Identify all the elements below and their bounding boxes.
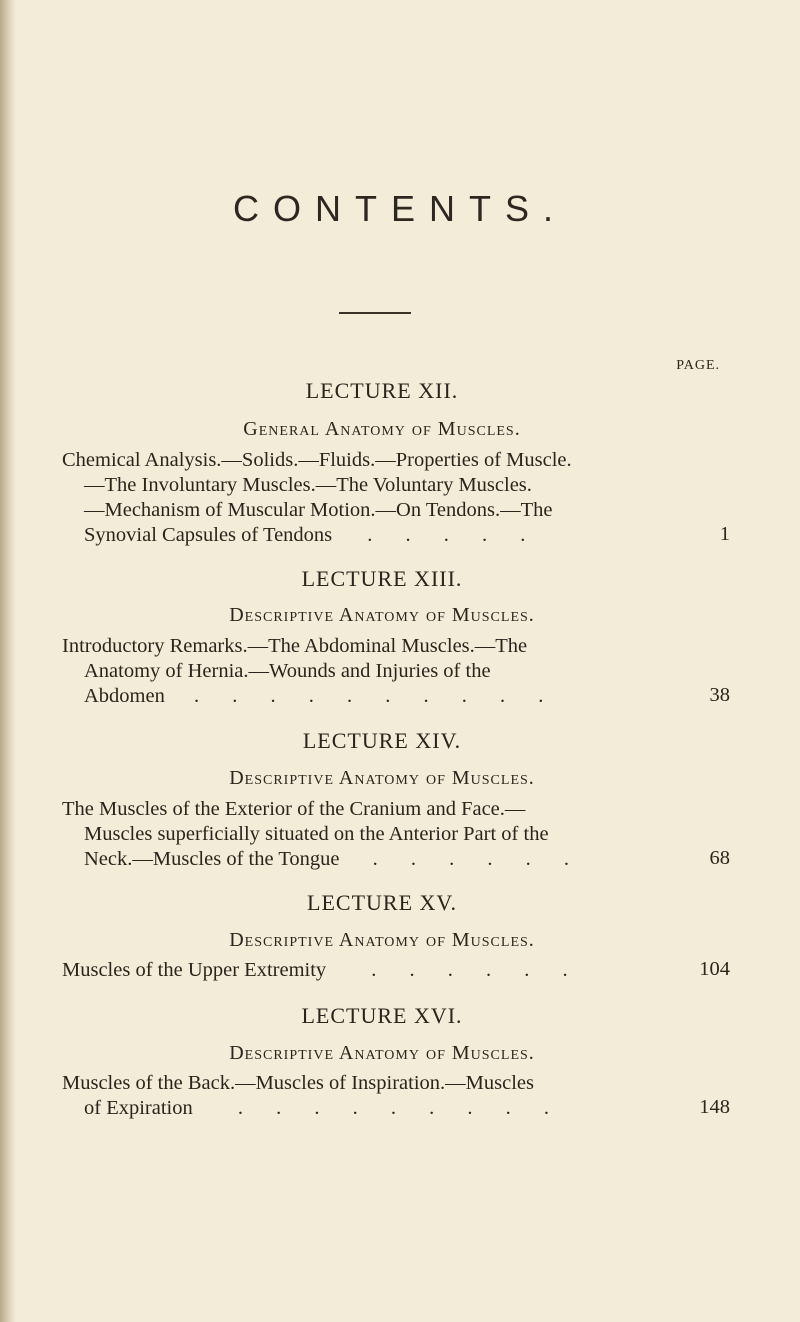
lecture-heading: LECTURE XII. — [305, 378, 459, 403]
dot-leaders: . . . . . . . . . — [237, 1097, 563, 1119]
lecture-subject: General Anatomy of Muscles. — [243, 418, 521, 440]
entry-line: Introductory Remarks.—The Abdominal Muscles.—The — [62, 635, 528, 657]
dot-leaders: . . . . . . — [372, 848, 584, 870]
entry-line-last: Neck.—Muscles of the Tongue . . . . . . — [84, 848, 584, 870]
entry-line: The Muscles of the Exterior of the Cranium and Face.— — [62, 798, 526, 820]
title-divider — [339, 312, 411, 314]
page-number: 1 — [719, 523, 730, 545]
lecture-subject: Descriptive Anatomy of Muscles. — [229, 604, 535, 626]
page-number: 38 — [709, 684, 730, 706]
lecture-heading: LECTURE XV. — [307, 890, 457, 915]
entry-line-last: Synovial Capsules of Tendons . . . . . — [84, 524, 540, 546]
toc-entry[interactable] — [62, 1071, 662, 1121]
toc-entry[interactable] — [62, 958, 662, 983]
page-column-label: PAGE. — [676, 358, 720, 373]
toc-entry[interactable] — [62, 797, 662, 872]
entry-line-last: Abdomen . . . . . . . . . . — [84, 685, 558, 707]
lecture-heading: LECTURE XVI. — [301, 1003, 463, 1028]
entry-line-last: of Expiration . . . . . . . . . — [84, 1097, 563, 1119]
entry-line: —Mechanism of Muscular Motion.—On Tendons.—The — [84, 499, 553, 521]
lecture-subject: Descriptive Anatomy of Muscles. — [229, 929, 535, 951]
page-number: 68 — [709, 847, 730, 869]
entry-line: Anatomy of Hernia.—Wounds and Injuries of the — [84, 660, 491, 682]
dot-leaders: . . . . . — [367, 524, 540, 546]
dot-leaders: . . . . . . . . . . — [193, 685, 558, 707]
entry-line: —The Involuntary Muscles.—The Voluntary Muscles. — [84, 474, 532, 496]
toc-entry[interactable] — [62, 448, 662, 548]
page-title: CONTENTS. — [232, 188, 567, 229]
page-number: 148 — [699, 1096, 730, 1118]
lecture-subject: Descriptive Anatomy of Muscles. — [229, 1042, 535, 1064]
lecture-heading: LECTURE XIV. — [302, 728, 462, 753]
entry-line-last: Muscles of the Upper Extremity . . . . . . — [62, 959, 582, 981]
page-number: 104 — [699, 958, 730, 980]
lecture-subject: Descriptive Anatomy of Muscles. — [229, 767, 535, 789]
entry-line: Muscles of the Back.—Muscles of Inspiration.—Muscles — [62, 1072, 534, 1094]
dot-leaders: . . . . . . — [371, 959, 582, 981]
lecture-heading: LECTURE XIII. — [301, 566, 463, 591]
entry-line: Muscles superficially situated on the Anterior Part of the — [84, 823, 549, 845]
entry-line: Chemical Analysis.—Solids.—Fluids.—Properties of Muscle. — [62, 449, 572, 471]
toc-entry[interactable] — [62, 634, 662, 709]
